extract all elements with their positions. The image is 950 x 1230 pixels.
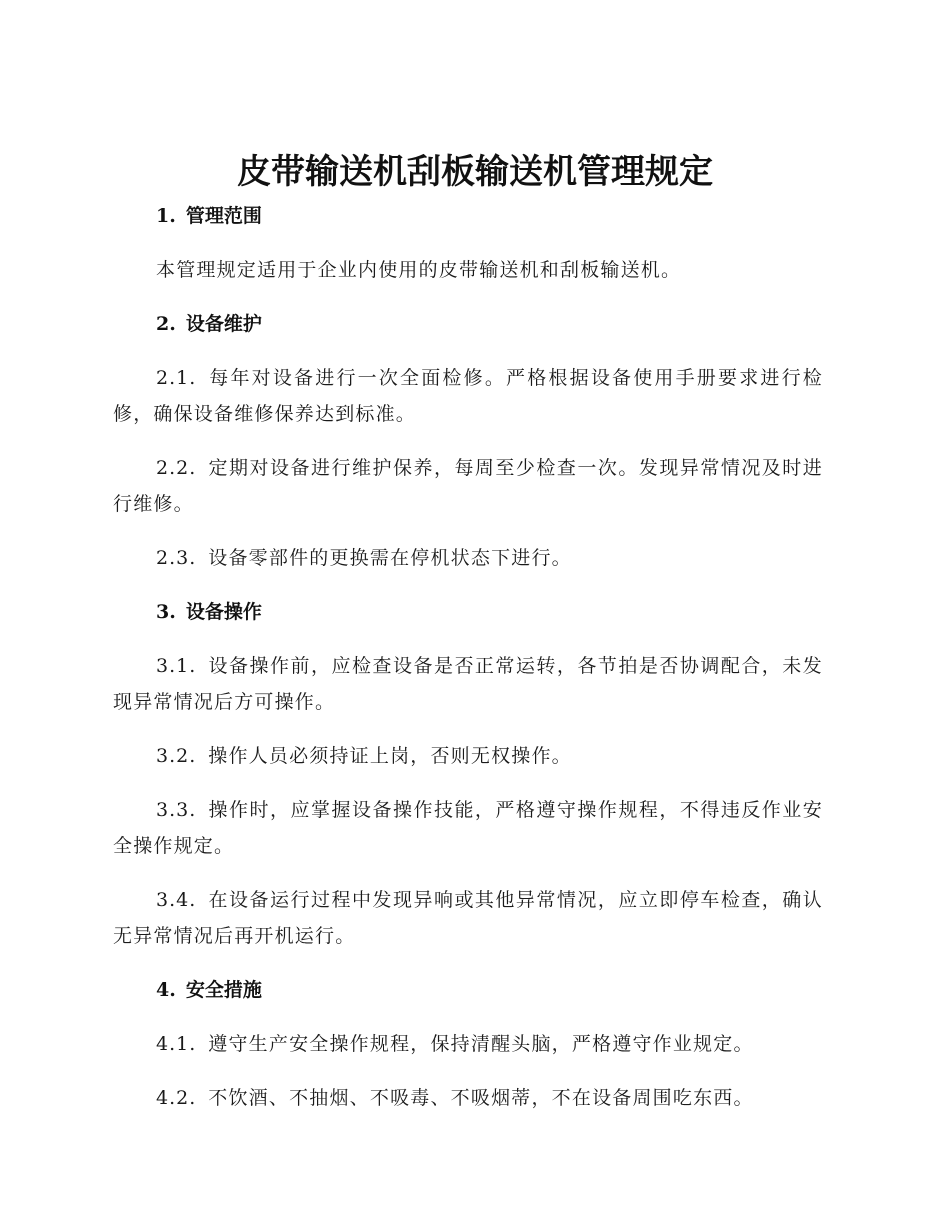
paragraph bbox=[113, 1080, 823, 1116]
paragraph-text: 每年对设备进行一次全面检修。严格根据设备使用手册要求进行检修，确保设备维修保养达到标准。 bbox=[113, 367, 823, 425]
clause-number: 3.2. bbox=[156, 745, 197, 767]
clause-number: 3.3. bbox=[156, 799, 197, 821]
paragraph bbox=[113, 792, 823, 864]
paragraph-text: 在设备运行过程中发现异响或其他异常情况，应立即停车检查，确认无异常情况后再开机运行。 bbox=[113, 889, 823, 947]
paragraph-text: 本管理规定适用于企业内使用的皮带输送机和刮板输送机。 bbox=[156, 259, 682, 281]
paragraph bbox=[113, 648, 823, 720]
paragraph bbox=[113, 738, 823, 774]
section-safety-measures bbox=[113, 972, 823, 1116]
section-number: 4. bbox=[156, 979, 176, 1001]
section-number: 1. bbox=[156, 205, 176, 227]
paragraph bbox=[113, 540, 823, 576]
paragraph bbox=[113, 1026, 823, 1062]
paragraph bbox=[113, 360, 823, 432]
paragraph-text: 设备零部件的更换需在停机状态下进行。 bbox=[208, 547, 572, 569]
section-management-scope bbox=[113, 198, 823, 306]
paragraph-text: 遵守生产安全操作规程，保持清醒头脑，严格遵守作业规定。 bbox=[208, 1033, 754, 1055]
section-equipment-maintenance bbox=[113, 306, 823, 594]
document-body bbox=[113, 198, 823, 1116]
paragraph-text: 操作时，应掌握设备操作技能，严格遵守操作规程，不得违反作业安全操作规定。 bbox=[113, 799, 823, 857]
paragraph bbox=[113, 882, 823, 954]
clause-number: 4.2. bbox=[156, 1087, 197, 1109]
section-heading bbox=[113, 594, 823, 630]
section-title: 安全措施 bbox=[185, 979, 262, 1001]
clause-number: 2.3. bbox=[156, 547, 197, 569]
clause-number: 3.4. bbox=[156, 889, 197, 911]
clause-number: 2.2. bbox=[156, 457, 197, 479]
section-number: 3. bbox=[156, 601, 176, 623]
paragraph bbox=[113, 450, 823, 522]
paragraph-text: 不饮酒、不抽烟、不吸毒、不吸烟蒂，不在设备周围吃东西。 bbox=[208, 1087, 754, 1109]
section-title: 管理范围 bbox=[185, 205, 262, 227]
clause-number: 3.1. bbox=[156, 655, 197, 677]
clause-number: 4.1. bbox=[156, 1033, 197, 1055]
section-equipment-operation bbox=[113, 594, 823, 972]
paragraph bbox=[113, 252, 823, 288]
paragraph-text: 设备操作前，应检查设备是否正常运转，各节拍是否协调配合，未发现异常情况后方可操作。 bbox=[113, 655, 823, 713]
section-heading bbox=[113, 972, 823, 1008]
paragraph-text: 定期对设备进行维护保养，每周至少检查一次。发现异常情况及时进行维修。 bbox=[113, 457, 823, 515]
paragraph-text: 操作人员必须持证上岗，否则无权操作。 bbox=[208, 745, 572, 767]
clause-number: 2.1. bbox=[156, 367, 197, 389]
document-title: 皮带输送机刮板输送机管理规定 bbox=[237, 152, 713, 192]
section-title: 设备维护 bbox=[185, 313, 262, 335]
section-heading bbox=[113, 306, 823, 342]
section-heading bbox=[113, 198, 823, 234]
section-number: 2. bbox=[156, 313, 176, 335]
section-title: 设备操作 bbox=[185, 601, 262, 623]
